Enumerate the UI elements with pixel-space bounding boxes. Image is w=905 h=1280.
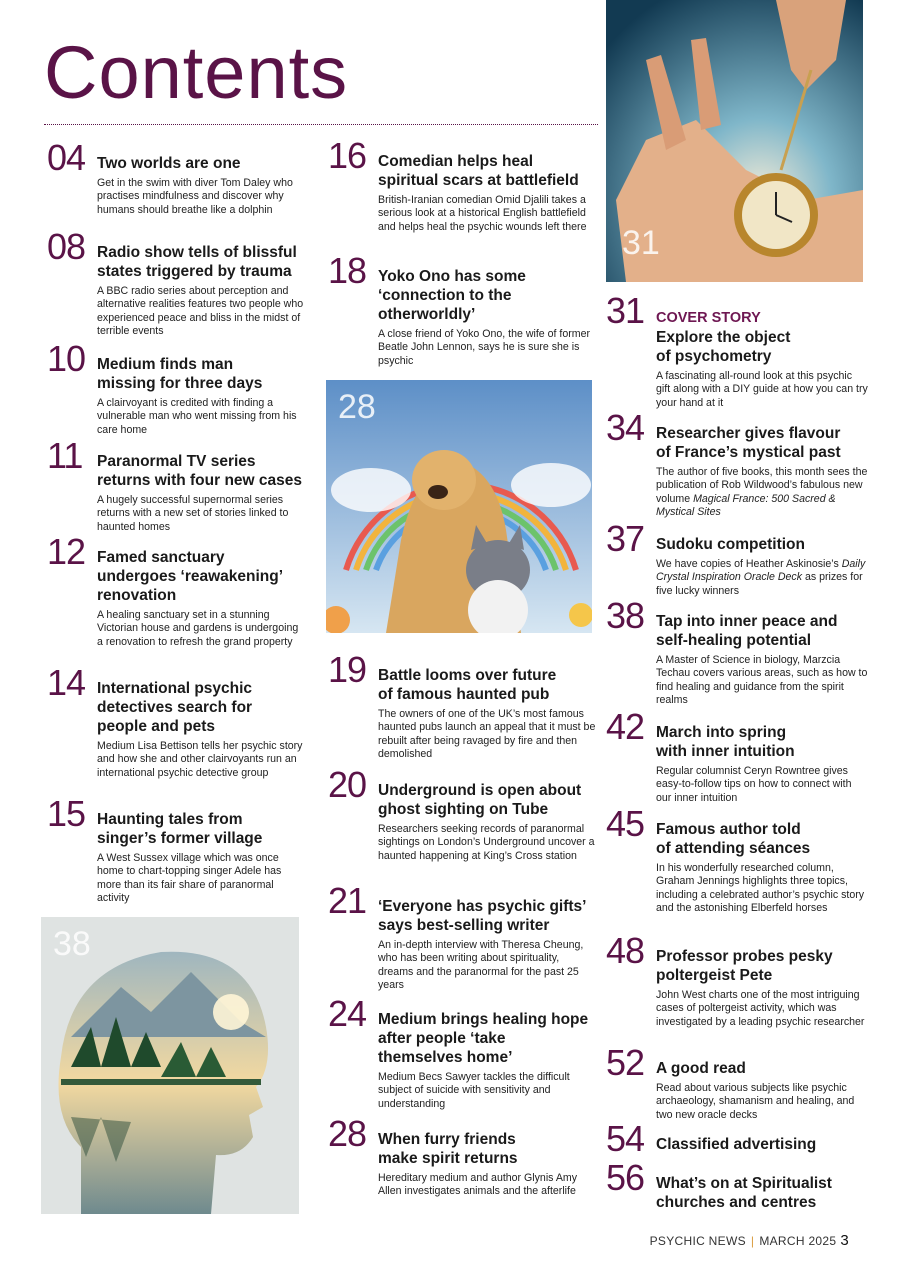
headline-line: self-healing potential bbox=[656, 632, 812, 649]
entry-headline bbox=[656, 1045, 868, 1078]
description-text: A Master of Science in biology, Marzcia Techau covers various areas, such as how to find healing and guidance from the spirit realms bbox=[656, 654, 868, 706]
feature-image[interactable] bbox=[41, 917, 299, 1214]
entry-headline bbox=[378, 1116, 596, 1168]
entry-headline bbox=[656, 598, 868, 650]
page-number-label: 48 bbox=[606, 930, 645, 971]
entry-headline bbox=[656, 521, 868, 554]
entry-headline bbox=[97, 438, 307, 490]
entry-description bbox=[378, 708, 596, 761]
headline-line: make spirit returns bbox=[378, 1150, 518, 1167]
page-number-label: 28 bbox=[328, 1113, 367, 1154]
description-text: Medium Becs Sawyer tackles the difficult subject of suicide with sensitivity and understanding bbox=[378, 1071, 570, 1110]
page-number-label: 14 bbox=[47, 662, 86, 703]
page-number-label: 54 bbox=[606, 1118, 645, 1159]
contents-entry[interactable] bbox=[606, 407, 868, 519]
entry-headline bbox=[378, 138, 596, 190]
headline-line: March into spring bbox=[656, 724, 787, 741]
headline-line: Haunting tales from bbox=[97, 811, 243, 828]
entry-description bbox=[97, 397, 307, 437]
description-text: The owners of one of the UK’s most famous haunted pubs launch an appeal that it must be rebuilt after being ravaged by fire and then demolished bbox=[378, 708, 596, 760]
page-number-label: 34 bbox=[606, 407, 645, 448]
page-number-label: 37 bbox=[606, 518, 645, 559]
entry-description bbox=[97, 177, 307, 217]
headline-line: renovation bbox=[97, 587, 177, 604]
entry-description bbox=[656, 370, 868, 410]
headline-line: A good read bbox=[656, 1060, 746, 1077]
headline-line: churches and centres bbox=[656, 1194, 817, 1211]
contents-entry[interactable] bbox=[606, 290, 868, 410]
page-number-label: 20 bbox=[328, 764, 367, 805]
description-text: We have copies of Heather Askinosie’s bbox=[656, 558, 842, 570]
contents-entry[interactable] bbox=[328, 764, 596, 863]
headline-line: Famed sanctuary bbox=[97, 549, 225, 566]
headline-line: When furry friends bbox=[378, 1131, 516, 1148]
headline-line: singer’s former village bbox=[97, 830, 263, 847]
headline-line: missing for three days bbox=[97, 375, 263, 392]
issue-date: MARCH 2025 bbox=[759, 1234, 837, 1248]
headline-line: International psychic bbox=[97, 680, 253, 697]
entry-headline bbox=[97, 229, 307, 281]
page-number-label: 12 bbox=[47, 531, 86, 572]
page-title: Contents bbox=[44, 31, 349, 114]
contents-entry[interactable] bbox=[606, 1042, 868, 1122]
headline-line: states triggered by trauma bbox=[97, 263, 292, 280]
entry-description bbox=[97, 285, 307, 338]
description-text: In his wonderfully researched column, Graham Jennings highlights three topics, including a celebrated author’s psychic story and the astonishing Elberfeld horses bbox=[656, 862, 865, 914]
page-number-label: 56 bbox=[606, 1157, 645, 1198]
headline-line: What’s on at Spiritualist bbox=[656, 1175, 832, 1192]
entry-description bbox=[656, 989, 868, 1029]
entry-description bbox=[378, 194, 596, 234]
page-number-label: 31 bbox=[606, 290, 645, 331]
contents-entry[interactable] bbox=[328, 135, 596, 234]
contents-entry[interactable] bbox=[47, 531, 307, 649]
page-number-label: 04 bbox=[47, 137, 86, 178]
page-number-label: 21 bbox=[328, 880, 367, 921]
description-text: A hugely successful supernormal series returns with a new set of stories linked to haunted homes bbox=[97, 494, 289, 533]
page-footer bbox=[650, 1232, 849, 1249]
contents-entry[interactable] bbox=[47, 793, 307, 905]
entry-description bbox=[378, 939, 596, 992]
contents-entry[interactable] bbox=[606, 706, 868, 805]
description-text: Hereditary medium and author Glynis Amy Allen investigates animals and the afterlife bbox=[378, 1172, 578, 1198]
contents-entry[interactable] bbox=[606, 518, 868, 598]
entry-description bbox=[656, 765, 868, 805]
headline-line: Explore the object bbox=[656, 329, 791, 346]
description-text: A West Sussex village which was once home to chart-topping singer Adele has more than its fair share of paranormal activity bbox=[97, 852, 282, 904]
headline-line: Battle looms over future bbox=[378, 667, 557, 684]
headline-line: Radio show tells of blissful bbox=[97, 244, 297, 261]
headline-line: of France’s mystical past bbox=[656, 444, 841, 461]
headline-line: Tap into inner peace and bbox=[656, 613, 838, 630]
entry-description bbox=[378, 328, 596, 368]
publication-name: PSYCHIC NEWS bbox=[649, 1234, 746, 1248]
headline-line: of famous haunted pub bbox=[378, 686, 550, 703]
description-text: A fascinating all-round look at this psychic gift along with a DIY guide at how you can try your hand at it bbox=[656, 370, 868, 409]
entry-headline bbox=[97, 796, 307, 848]
entry-headline bbox=[656, 410, 868, 462]
entry-description bbox=[97, 740, 307, 780]
entry-headline bbox=[378, 883, 596, 935]
entry-description bbox=[97, 609, 307, 649]
cover-story-image[interactable] bbox=[606, 0, 863, 282]
page-number-label: 10 bbox=[47, 338, 86, 379]
contents-entry[interactable] bbox=[606, 595, 868, 707]
headline-line: ‘Everyone has psychic gifts’ bbox=[378, 898, 587, 915]
contents-entry[interactable] bbox=[606, 1118, 868, 1159]
headline-line: people and pets bbox=[97, 718, 215, 735]
contents-entry[interactable] bbox=[47, 137, 307, 217]
entry-headline bbox=[378, 767, 596, 819]
page-number-label: 18 bbox=[328, 250, 367, 291]
headline-line: returns with four new cases bbox=[97, 472, 302, 489]
entry-description bbox=[97, 494, 307, 534]
entry-headline bbox=[97, 341, 307, 393]
page-number-label: 42 bbox=[606, 706, 645, 747]
description-text: A healing sanctuary set in a stunning Victorian house and gardens is undergoing a renovation to refresh the grand property bbox=[97, 609, 299, 648]
headline-line: Sudoku competition bbox=[656, 536, 805, 553]
entry-headline bbox=[97, 665, 307, 736]
headline-line: of attending séances bbox=[656, 840, 811, 857]
headline-line: poltergeist Pete bbox=[656, 967, 773, 984]
entry-description bbox=[378, 1172, 596, 1199]
entry-headline bbox=[378, 996, 596, 1067]
entry-headline bbox=[378, 652, 596, 704]
entry-headline bbox=[656, 806, 868, 858]
page-number-label: 52 bbox=[606, 1042, 645, 1083]
page-number: 3 bbox=[840, 1232, 849, 1249]
entry-description bbox=[378, 1071, 596, 1111]
description-text: An in-depth interview with Theresa Cheung, who has been writing about spirituality, dreams and the paranormal for the past 25 years bbox=[378, 939, 584, 991]
description-text: A clairvoyant is credited with finding a vulnerable man who went missing from his care home bbox=[97, 397, 297, 436]
description-text: John West charts one of the most intriguing cases of poltergeist activity, which was investigated by a leading psychic researcher bbox=[656, 989, 865, 1028]
entry-headline bbox=[656, 709, 868, 761]
description-text: A BBC radio series about perception and alternative realities features two people who experienced peace and bliss in the midst of terrible events bbox=[97, 285, 304, 337]
headline-line: ‘connection to the bbox=[378, 287, 512, 304]
headline-line: Yoko Ono has some bbox=[378, 268, 526, 285]
headline-line: with inner intuition bbox=[656, 743, 795, 760]
description-text: British-Iranian comedian Omid Djalili takes a serious look at a historical English battlefield and helps heal the psychic wounds left there bbox=[378, 194, 587, 233]
headline-line: Two worlds are one bbox=[97, 155, 241, 172]
page-number-label: 19 bbox=[328, 649, 367, 690]
contents-entry[interactable] bbox=[606, 803, 868, 915]
headline-line: spiritual scars at battlefield bbox=[378, 172, 579, 189]
entry-description bbox=[378, 823, 596, 863]
entry-description bbox=[656, 466, 868, 519]
page-number-label: 08 bbox=[47, 226, 86, 267]
page-number-label: 15 bbox=[47, 793, 86, 834]
headline-line: Researcher gives flavour bbox=[656, 425, 841, 442]
headline-line: Medium finds man bbox=[97, 356, 234, 373]
description-title: Magical France: 500 Sacred & Mystical Sites bbox=[656, 492, 836, 518]
page-number-label: 24 bbox=[328, 993, 367, 1034]
headline-line: Underground is open about bbox=[378, 782, 582, 799]
description-text: Get in the swim with diver Tom Daley who practises mindfulness and discover why humans should breathe like a dolphin bbox=[97, 177, 293, 216]
entry-description bbox=[656, 558, 868, 598]
headline-line: Famous author told bbox=[656, 821, 801, 838]
image-page-number: 31 bbox=[622, 224, 660, 262]
contents-entry[interactable] bbox=[47, 338, 307, 437]
contents-entry[interactable] bbox=[328, 993, 596, 1111]
contents-entry[interactable] bbox=[47, 662, 307, 780]
headline-line: of psychometry bbox=[656, 348, 772, 365]
headline-line: Comedian helps heal bbox=[378, 153, 534, 170]
description-text: Regular columnist Ceryn Rowntree gives easy-to-follow tips on how to connect with our inner intuition bbox=[656, 765, 852, 804]
entry-description bbox=[656, 862, 868, 915]
entry-headline bbox=[656, 1121, 868, 1154]
entry-description bbox=[656, 654, 868, 707]
contents-entry[interactable] bbox=[328, 1113, 596, 1199]
headline-line: after people ‘take bbox=[378, 1030, 506, 1047]
entry-headline bbox=[97, 140, 307, 173]
contents-entry[interactable] bbox=[328, 250, 596, 368]
description-title: Daily Crystal Inspiration Oracle Deck bbox=[656, 558, 866, 584]
headline-line: undergoes ‘reawakening’ bbox=[97, 568, 284, 585]
description-text: A close friend of Yoko Ono, the wife of former Beatle John Lennon, says he is sure she is psychic bbox=[378, 328, 590, 367]
cover-story-kicker: COVER STORY bbox=[656, 310, 761, 326]
entry-headline bbox=[656, 933, 868, 985]
headline-line: Paranormal TV series bbox=[97, 453, 256, 470]
headline-line: otherworldly’ bbox=[378, 306, 476, 323]
entry-description bbox=[97, 852, 307, 905]
headline-line: ghost sighting on Tube bbox=[378, 801, 549, 818]
description-text: as prizes for five lucky winners bbox=[656, 571, 863, 597]
entry-headline bbox=[656, 293, 868, 366]
page-number-label: 45 bbox=[606, 803, 645, 844]
contents-entry[interactable] bbox=[328, 880, 596, 992]
page-number-label: 38 bbox=[606, 595, 645, 636]
footer-separator: | bbox=[750, 1234, 755, 1248]
headline-line: says best-selling writer bbox=[378, 917, 550, 934]
description-text: Medium Lisa Bettison tells her psychic story and how she and other clairvoyants run an international psychic detective group bbox=[97, 740, 303, 779]
entry-headline bbox=[656, 1160, 868, 1212]
image-page-number: 28 bbox=[338, 388, 376, 426]
image-page-number: 38 bbox=[53, 925, 91, 963]
entry-description bbox=[656, 1082, 868, 1122]
contents-entry[interactable] bbox=[47, 435, 307, 534]
title-divider bbox=[44, 124, 598, 125]
contents-entry[interactable] bbox=[606, 1157, 868, 1216]
entry-headline bbox=[378, 253, 596, 324]
entry-headline bbox=[97, 534, 307, 605]
page-number-label: 16 bbox=[328, 135, 367, 176]
description-text: Researchers seeking records of paranormal sightings on London’s Underground uncover a haunted happening at King’s Cross station bbox=[378, 823, 595, 862]
headline-line: Classified advertising bbox=[656, 1136, 817, 1153]
description-text: The author of five books, this month sees the publication of Rob Wildwood’s fabulous new volume bbox=[656, 466, 868, 505]
contents-entry[interactable] bbox=[606, 930, 868, 1029]
headline-line: themselves home’ bbox=[378, 1049, 513, 1066]
feature-image[interactable] bbox=[326, 380, 592, 633]
headline-line: detectives search for bbox=[97, 699, 253, 716]
description-text: Read about various subjects like psychic archaeology, shamanism and healing, and two new oracle decks bbox=[656, 1082, 855, 1121]
headline-line: Medium brings healing hope bbox=[378, 1011, 589, 1028]
page-number-label: 11 bbox=[47, 435, 83, 476]
contents-entry[interactable] bbox=[328, 649, 596, 761]
contents-entry[interactable] bbox=[47, 226, 307, 338]
headline-line: Professor probes pesky bbox=[656, 948, 833, 965]
